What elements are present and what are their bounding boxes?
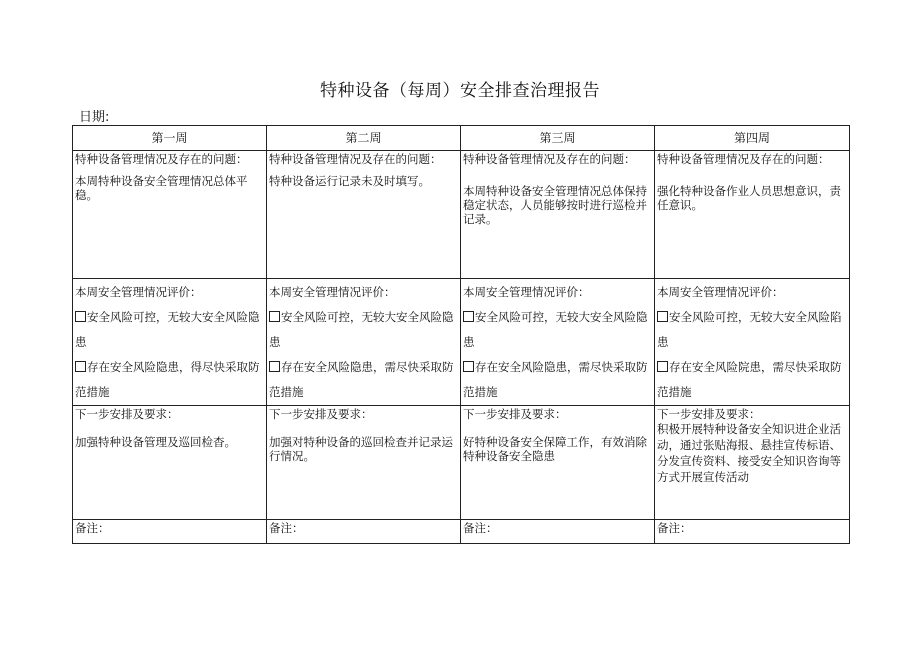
eval-label: 本周安全管理情况评价： [657,285,784,299]
evaluation-row [73,279,850,406]
issues-label: 特种设备管理情况及存在的问题： [75,152,248,166]
option-risk-controllable: 安全风险可控，无较大安全风险隐患 [269,310,454,349]
checkbox-icon[interactable] [657,311,668,322]
checkbox-icon[interactable] [463,311,474,322]
eval-label: 本周安全管理情况评价： [75,285,202,299]
week-3-evaluation-cell [461,279,655,406]
week-4-next-steps-cell [655,406,850,520]
checkbox-icon[interactable] [269,311,280,322]
week-2-issues-cell [267,151,461,279]
next-text: 积极开展特种设备安全知识进企业活动，通过张贴海报、悬挂宣传标语、分发宣传资料、接受安全知识咨询等方式开展宣传活动 [657,422,841,484]
week-3-next-steps-cell [461,406,655,520]
week-2-header: 第二周 [267,126,461,151]
option-risk-present: 存在安全风险隐患，需尽快采取防范措施 [463,360,648,399]
next-text: 加强特种设备管理及巡回检杳。 [75,435,236,449]
date-label: 日期: [79,110,110,125]
checkbox-icon[interactable] [75,361,86,372]
eval-label: 本周安全管理情况评价： [463,285,590,299]
week-1-header: 第一周 [73,126,267,151]
issues-label: 特种设备管理情况及存在的问题： [657,152,830,166]
next-text: 加强对特种设备的巡回检查并记录运行情况。 [269,435,453,463]
checkbox-icon[interactable] [269,361,280,372]
week-4-evaluation-cell [655,279,850,406]
checkbox-icon[interactable] [657,361,668,372]
option-risk-controllable: 安全风险可控，无较大安全风险隐患 [463,310,648,349]
week-1-next-steps-cell [73,406,267,520]
eval-label: 本周安全管理情况评价： [269,285,396,299]
next-label: 下一步安排及要求： [269,407,373,421]
remarks-row [73,520,850,544]
option-risk-present: 存在安全风险隐患，得尽快采取防范措施 [75,360,260,399]
option-risk-controllable: 安全风险可控，无较大安全风险陷患 [657,310,842,349]
issues-text: 本周特种设备安全管理情况总体保持稳定状态，人员能够按时进行巡检并记录。 [463,184,647,226]
option-risk-present: 存在安全风险院患，需尽快采取防范措施 [657,360,842,399]
week-4-issues-cell [655,151,850,279]
issues-text: 本周特种设备安全管理情况总体平稳。 [75,174,248,202]
week-2-next-steps-cell [267,406,461,520]
issues-label: 特种设备管理情况及存在的问题： [269,152,442,166]
week-2-evaluation-cell [267,279,461,406]
next-label: 下一步安排及要求： [657,407,761,421]
issues-row [73,151,850,279]
week-4-header: 第四周 [655,126,850,151]
week-1-issues-cell [73,151,267,279]
checkbox-icon[interactable] [75,311,86,322]
next-text: 好特种设备安全保障工作，有效消除特种设备安全隐患 [463,435,647,463]
week-3-issues-cell [461,151,655,279]
issues-label: 特种设备管理情况及存在的问题： [463,152,636,166]
option-risk-present: 存在安全风险隐患，需尽快采取防范措施 [269,360,454,399]
next-label: 下一步安排及要求： [463,407,567,421]
header-row [73,126,850,151]
report-title: 特种设备（每周）安全排查治理报告 [320,81,600,101]
weekly-report-table [72,125,850,544]
next-steps-row [73,406,850,520]
week-1-evaluation-cell [73,279,267,406]
issues-text: 特种设备运行记录未及时填写。 [269,174,430,188]
week-3-remark-cell: 备注： [461,520,655,544]
option-risk-controllable: 安全风险可控，无较大安全风险隐患 [75,310,260,349]
week-2-remark-cell: 备注： [267,520,461,544]
week-3-header: 第三周 [461,126,655,151]
next-label: 下一步安排及要求： [75,407,179,421]
checkbox-icon[interactable] [463,361,474,372]
issues-text: 强化特种设备作业人员思想意识，责任意识。 [657,184,841,212]
week-1-remark-cell: 备注： [73,520,267,544]
week-4-remark-cell: 备注： [655,520,850,544]
